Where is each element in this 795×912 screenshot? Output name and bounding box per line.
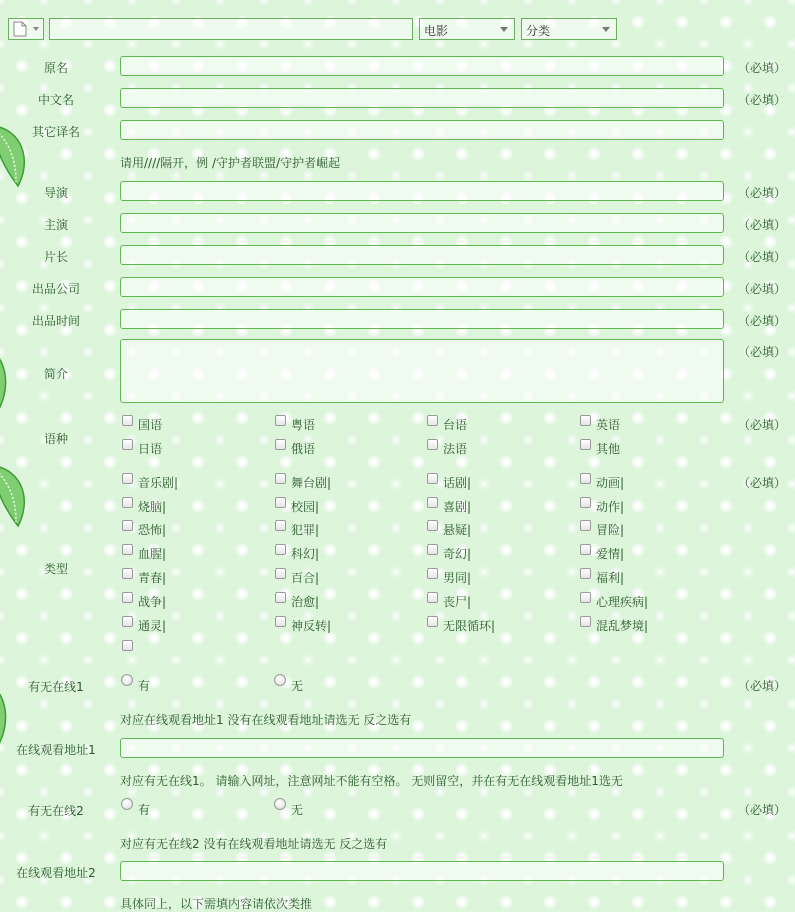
- genre-option-label: 烧脑|: [138, 500, 167, 514]
- genre-option-label: 血腥|: [138, 547, 167, 561]
- genre-option-label: 冒险|: [596, 523, 625, 537]
- genre-checkbox[interactable]: [580, 568, 591, 579]
- genre-option-label: 校园|: [291, 500, 320, 514]
- chevron-down-icon: [500, 27, 508, 32]
- genre-checkbox[interactable]: [275, 568, 286, 579]
- leaf-ornament-icon: [0, 460, 34, 530]
- genre-checkbox[interactable]: [580, 544, 591, 555]
- genre-option-label: 悬疑|: [443, 523, 472, 537]
- genre-option-label: 青春|: [138, 571, 167, 585]
- language-checkbox[interactable]: [122, 415, 133, 426]
- genre-option-label: 通灵|: [138, 619, 167, 633]
- online2-yes-label: 有: [138, 803, 151, 817]
- genre-checkbox[interactable]: [580, 520, 591, 531]
- genre-checkbox[interactable]: [580, 592, 591, 603]
- genre-checkbox[interactable]: [275, 473, 286, 484]
- online2-url-label: 在线观看地址2: [16, 866, 96, 880]
- genre-option-label: 舞台剧|: [291, 476, 332, 490]
- genre-option-label: 神反转|: [291, 619, 332, 633]
- online1-yes-radio[interactable]: [121, 674, 133, 686]
- online1-url-label: 在线观看地址1: [16, 743, 96, 757]
- director-input[interactable]: [120, 181, 724, 201]
- genre-option-label: 心理疾病|: [596, 595, 649, 609]
- synopsis-label: 简介: [43, 367, 68, 381]
- genre-label: 类型: [43, 562, 68, 576]
- genre-option-label: 科幻|: [291, 547, 320, 561]
- genre-option-label: 无限循环|: [443, 619, 496, 633]
- genre-option-label: 丧尸|: [443, 595, 472, 609]
- company-input[interactable]: [120, 277, 724, 297]
- required-mark: （必填）: [738, 679, 787, 693]
- online1-url-note: 对应有无在线1。 请输入网址，注意网址不能有空格。 无则留空，并在有无在线观看地址1选无: [120, 774, 623, 788]
- genre-checkbox[interactable]: [122, 592, 133, 603]
- genre-checkbox[interactable]: [580, 497, 591, 508]
- genre-option-label: 百合|: [291, 571, 320, 585]
- online1-no-label: 无: [291, 679, 304, 693]
- required-mark: （必填）: [738, 803, 787, 817]
- genre-checkbox[interactable]: [122, 520, 133, 531]
- required-mark: （必填）: [738, 418, 787, 432]
- genre-option-label: 爱情|: [596, 547, 625, 561]
- online2-no-label: 无: [291, 803, 304, 817]
- language-option-label: 国语: [138, 418, 163, 432]
- genre-option-label: 喜剧|: [443, 500, 472, 514]
- genre-option-label: 混乱梦境|: [596, 619, 649, 633]
- online2-url-input[interactable]: [120, 861, 724, 881]
- online2-yes-radio[interactable]: [121, 798, 133, 810]
- release-time-label: 出品时间: [31, 314, 80, 328]
- genre-checkbox[interactable]: [427, 544, 438, 555]
- required-mark: （必填）: [738, 61, 787, 75]
- online1-url-input[interactable]: [120, 738, 724, 758]
- file-type-button[interactable]: [8, 18, 44, 40]
- language-option-label: 其他: [596, 442, 621, 456]
- type-select[interactable]: 电影: [419, 18, 515, 40]
- genre-checkbox[interactable]: [427, 497, 438, 508]
- chevron-down-icon: [602, 27, 610, 32]
- starring-label: 主演: [43, 218, 68, 232]
- language-label: 语种: [43, 432, 68, 446]
- genre-checkbox[interactable]: [122, 473, 133, 484]
- genre-checkbox[interactable]: [122, 616, 133, 627]
- required-mark: （必填）: [738, 186, 787, 200]
- genre-option-label: 福利|: [596, 571, 625, 585]
- genre-checkbox[interactable]: [427, 473, 438, 484]
- language-checkbox[interactable]: [275, 439, 286, 450]
- other-names-label: 其它译名: [31, 125, 80, 139]
- genre-checkbox[interactable]: [122, 640, 133, 651]
- original-name-label: 原名: [43, 61, 68, 75]
- length-input[interactable]: [120, 245, 724, 265]
- language-option-label: 日语: [138, 442, 163, 456]
- synopsis-textarea[interactable]: [120, 339, 724, 403]
- genre-checkbox[interactable]: [275, 616, 286, 627]
- required-mark: （必填）: [738, 345, 787, 359]
- language-option-label: 英语: [596, 418, 621, 432]
- chevron-down-icon: [33, 27, 39, 31]
- genre-option-label: 音乐剧|: [138, 476, 179, 490]
- title-input[interactable]: [49, 18, 413, 40]
- category-select[interactable]: 分类: [521, 18, 617, 40]
- other-names-hint: 请用////隔开，例 /守护者联盟/守护者崛起: [120, 156, 341, 170]
- language-option-label: 法语: [443, 442, 468, 456]
- director-label: 导演: [43, 186, 68, 200]
- genre-checkbox[interactable]: [427, 520, 438, 531]
- genre-checkbox[interactable]: [275, 592, 286, 603]
- online1-label: 有无在线1: [28, 680, 84, 694]
- online2-url-note: 具体同上，以下需填内容请依次类推: [120, 897, 313, 911]
- language-checkbox[interactable]: [427, 415, 438, 426]
- genre-option-label: 动画|: [596, 476, 625, 490]
- online1-note: 对应在线观看地址1 没有在线观看地址请选无 反之选有: [120, 713, 412, 727]
- genre-option-label: 犯罪|: [291, 523, 320, 537]
- chinese-name-input[interactable]: [120, 88, 724, 108]
- starring-input[interactable]: [120, 213, 724, 233]
- genre-option-label: 动作|: [596, 500, 625, 514]
- language-checkbox[interactable]: [580, 415, 591, 426]
- genre-option-label: 话剧|: [443, 476, 472, 490]
- language-checkbox[interactable]: [122, 439, 133, 450]
- genre-checkbox[interactable]: [427, 592, 438, 603]
- online1-no-radio[interactable]: [274, 674, 286, 686]
- genre-option-label: 恐怖|: [138, 523, 167, 537]
- online2-note: 对应有无在线2 没有在线观看地址请选无 反之选有: [120, 837, 388, 851]
- required-mark: （必填）: [738, 93, 787, 107]
- required-mark: （必填）: [738, 218, 787, 232]
- genre-checkbox[interactable]: [275, 520, 286, 531]
- genre-option-label: 男同|: [443, 571, 472, 585]
- required-mark: （必填）: [738, 476, 787, 490]
- online2-no-radio[interactable]: [274, 798, 286, 810]
- other-names-input[interactable]: [120, 120, 724, 140]
- company-label: 出品公司: [31, 282, 80, 296]
- language-checkbox[interactable]: [427, 439, 438, 450]
- required-mark: （必填）: [738, 314, 787, 328]
- genre-checkbox[interactable]: [427, 616, 438, 627]
- genre-option-label: 治愈|: [291, 595, 320, 609]
- language-checkbox[interactable]: [580, 439, 591, 450]
- required-mark: （必填）: [738, 282, 787, 296]
- online1-yes-label: 有: [138, 679, 151, 693]
- genre-checkbox[interactable]: [275, 544, 286, 555]
- genre-option-label: 战争|: [138, 595, 167, 609]
- genre-checkbox[interactable]: [122, 497, 133, 508]
- chinese-name-label: 中文名: [37, 93, 74, 107]
- release-time-input[interactable]: [120, 309, 724, 329]
- length-label: 片长: [43, 250, 68, 264]
- online2-label: 有无在线2: [28, 804, 84, 818]
- genre-checkbox[interactable]: [275, 497, 286, 508]
- original-name-input[interactable]: [120, 56, 724, 76]
- genre-option-label: 奇幻|: [443, 547, 472, 561]
- genre-checkbox[interactable]: [580, 473, 591, 484]
- required-mark: （必填）: [738, 250, 787, 264]
- language-option-label: 台语: [443, 418, 468, 432]
- genre-checkbox[interactable]: [122, 544, 133, 555]
- genre-checkbox[interactable]: [122, 568, 133, 579]
- genre-checkbox[interactable]: [580, 616, 591, 627]
- language-checkbox[interactable]: [275, 415, 286, 426]
- genre-checkbox[interactable]: [427, 568, 438, 579]
- language-option-label: 俄语: [291, 442, 316, 456]
- language-option-label: 粤语: [291, 418, 316, 432]
- document-icon: [13, 21, 27, 37]
